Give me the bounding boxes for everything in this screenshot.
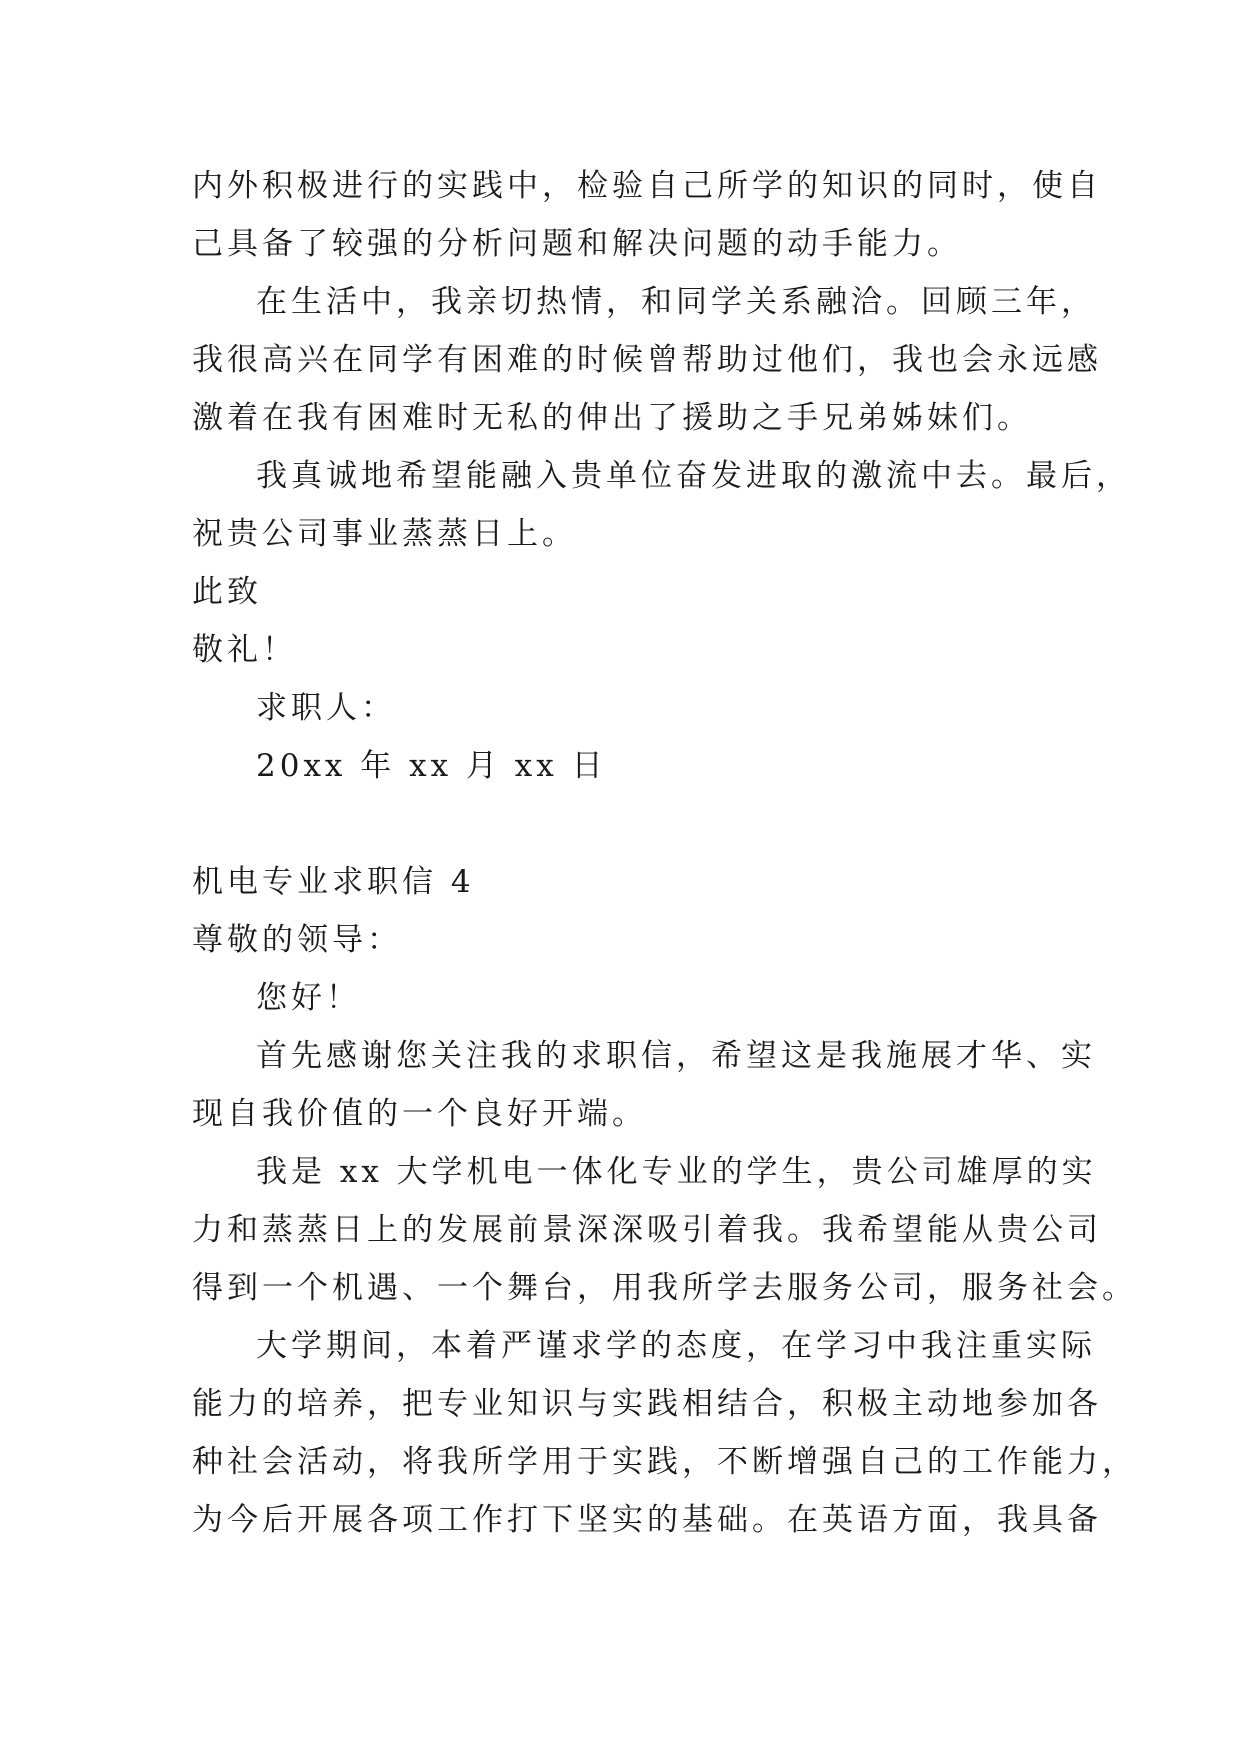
closing-regards: 敬礼！ (192, 632, 297, 668)
text-line: 为今后开展各项工作打下坚实的基础。在英语方面，我具备 (192, 1502, 1102, 1538)
text-line: 种社会活动，将我所学用于实践，不断增强自己的工作能力， (192, 1444, 1137, 1480)
section-title: 机电专业求职信 4 (192, 864, 475, 900)
text-line: 己具备了较强的分析问题和解决问题的动手能力。 (192, 226, 962, 262)
text-line: 内外积极进行的实践中，检验自己所学的知识的同时，使自 (192, 168, 1102, 204)
text-line: 力和蒸蒸日上的发展前景深深吸引着我。我希望能从贵公司 (192, 1212, 1102, 1248)
closing-salutation: 此致 (192, 574, 262, 610)
paragraph-start: 我是 xx 大学机电一体化专业的学生，贵公司雄厚的实 (256, 1154, 1097, 1190)
greeting-line: 尊敬的领导： (192, 922, 402, 958)
paragraph-start: 在生活中，我亲切热情，和同学关系融洽。回顾三年， (256, 284, 1096, 320)
date-line: 20xx 年 xx 月 xx 日 (256, 748, 607, 784)
hello-line: 您好！ (256, 980, 361, 1016)
paragraph-start: 我真诚地希望能融入贵单位奋发进取的激流中去。最后， (256, 458, 1131, 494)
paragraph-start: 首先感谢您关注我的求职信，希望这是我施展才华、实 (256, 1038, 1096, 1074)
text-line: 我很高兴在同学有困难的时候曾帮助过他们，我也会永远感 (192, 342, 1102, 378)
signature-label: 求职人： (256, 690, 396, 726)
text-line: 能力的培养，把专业知识与实践相结合，积极主动地参加各 (192, 1386, 1102, 1422)
text-line: 现自我价值的一个良好开端。 (192, 1096, 647, 1132)
text-line: 祝贵公司事业蒸蒸日上。 (192, 516, 577, 552)
paragraph-start: 大学期间，本着严谨求学的态度，在学习中我注重实际 (256, 1328, 1096, 1364)
text-line: 得到一个机遇、一个舞台，用我所学去服务公司，服务社会。 (192, 1270, 1137, 1306)
text-line: 激着在我有困难时无私的伸出了援助之手兄弟姊妹们。 (192, 400, 1032, 436)
